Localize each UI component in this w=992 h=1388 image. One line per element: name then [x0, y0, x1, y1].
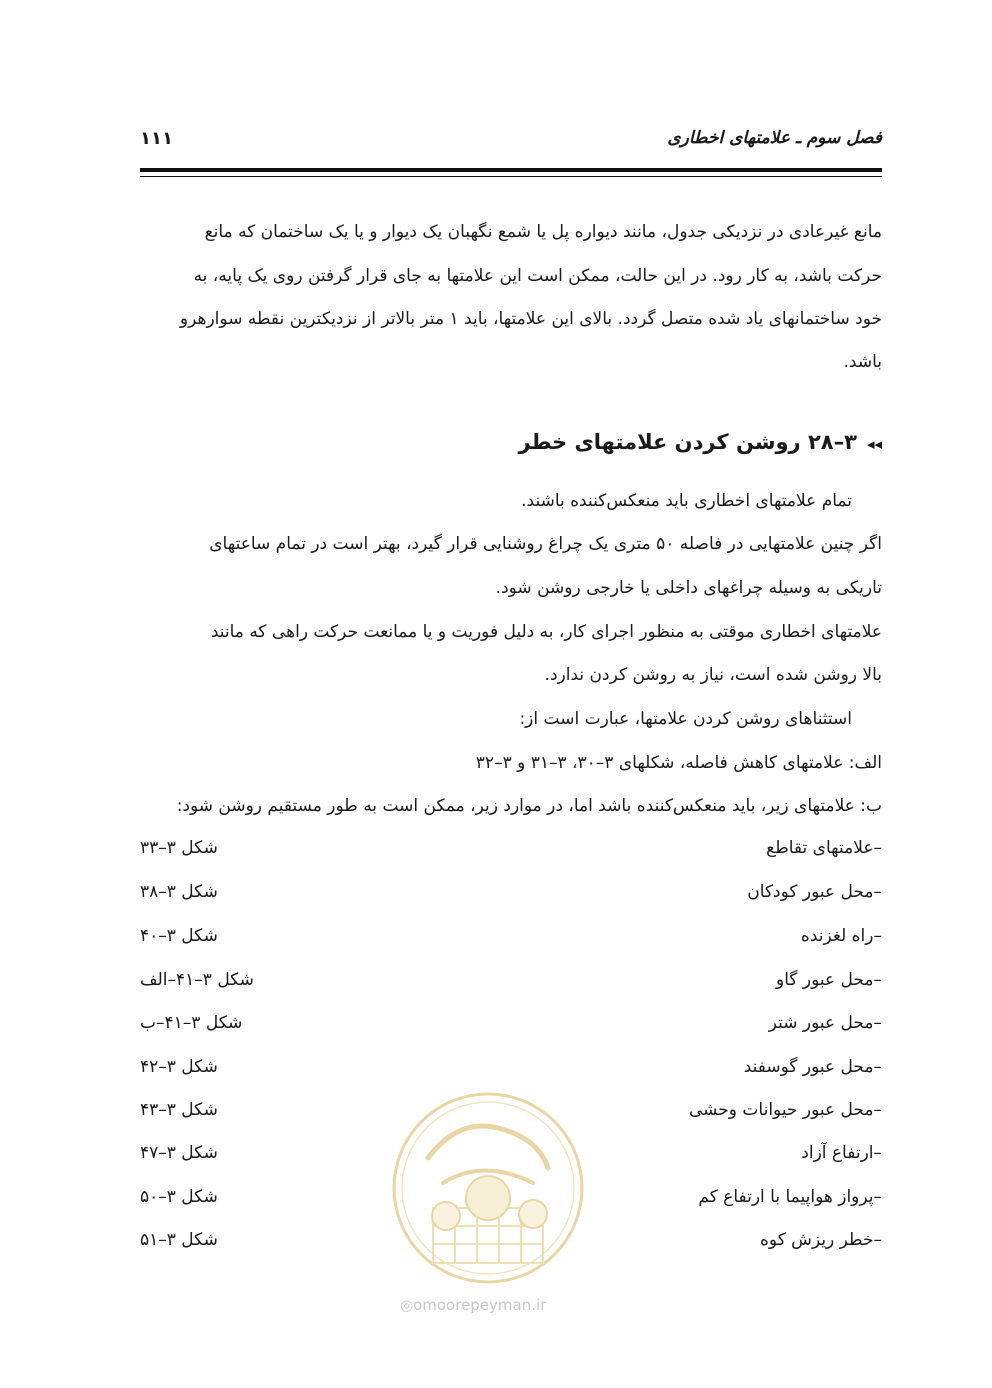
- list-item-ref: شکل ۳–۴۰: [140, 926, 218, 946]
- chapter-title: فصل سوم ـ علامتهای اخطاری: [667, 128, 882, 148]
- body-line-2: اگر چنین علامتهایی در فاصله ۵۰ متری یک چراغ روشنایی قرار گیرد، بهتر است در تمام ساعتهای: [209, 534, 882, 554]
- section-heading: [519, 430, 882, 454]
- body-line-3: تاریکی به وسیله چراغهای داخلی یا خارجی روشن شود.: [495, 578, 882, 598]
- header-rule-thick: [140, 168, 882, 172]
- double-arrow-icon: ◂◂: [866, 435, 882, 453]
- list-item-ref: شکل ۳–۵۱: [140, 1230, 218, 1250]
- body-line-4: علامتهای اخطاری موقتی به منظور اجرای کار، به دلیل فوریت و یا ممانعت حرکت راهی که مانند: [210, 622, 882, 642]
- page-number: ۱۱۱: [140, 128, 173, 149]
- list-item-ref: شکل ۳–۴۱–ب: [140, 1013, 243, 1033]
- list-item: –محل عبور حیوانات وحشی: [688, 1100, 882, 1120]
- body-line-5: بالا روشن شده است، نیاز به روشن کردن ندارد.: [544, 665, 882, 685]
- list-item-ref: شکل ۳–۳۸: [140, 882, 218, 902]
- list-item: –محل عبور گاو: [775, 970, 882, 990]
- intro-line-2: حرکت باشد، به کار رود. در این حالت، ممکن است این علامتها به جای قرار گرفتن روی یک پایه، به: [193, 266, 882, 286]
- intro-line-3: خود ساختمانهای یاد شده متصل گردد. بالای این علامتها، باید ۱ متر بالاتر از نزدیکترین نقطه سوارهرو: [179, 309, 882, 329]
- list-item: –پرواز هواپیما با ارتفاع کم: [698, 1187, 882, 1207]
- section-title: ۳–۲۸ روشن کردن علامتهای خطر: [518, 430, 857, 454]
- list-item: –ارتفاع آزاد: [801, 1143, 882, 1163]
- list-item-ref: شکل ۳–۵۰: [140, 1187, 218, 1207]
- body-line-6: استثناهای روشن کردن علامتها، عبارت است از:: [519, 709, 852, 729]
- body-line-1: تمام علامتهای اخطاری باید منعکس‌کننده باشند.: [521, 491, 852, 511]
- list-item-ref: شکل ۳–۳۳: [140, 838, 218, 858]
- list-item-ref: شکل ۳–۴۳: [140, 1100, 218, 1120]
- list-item: –راه لغزنده: [800, 926, 882, 946]
- list-item: –محل عبور کودکان: [747, 882, 882, 902]
- body-line-7: الف: علامتهای کاهش فاصله، شکلهای ۳–۳۰، ۳–۳۱ و ۳–۳۲: [475, 753, 882, 773]
- list-item-ref: شکل ۳–۴۱–الف: [140, 970, 254, 990]
- list-item: –خطر ریزش کوه: [760, 1230, 882, 1250]
- watermark-logo-icon: [388, 1088, 588, 1288]
- intro-line-4: باشد.: [843, 352, 882, 372]
- watermark-url: ◎omoorepeyman.ir: [400, 1296, 547, 1314]
- list-item: –علامتهای تقاطع: [766, 838, 882, 858]
- list-item: –محل عبور شتر: [768, 1013, 882, 1033]
- list-item-ref: شکل ۳–۴۲: [140, 1057, 218, 1077]
- list-item-ref: شکل ۳–۴۷: [140, 1143, 218, 1163]
- header-rule-thin: [140, 176, 882, 177]
- intro-line-1: مانع غیرعادی در نزدیکی جدول، مانند دیواره پل یا شمع نگهبان یک دیوار و یا یک ساختمان که مانع: [204, 222, 882, 242]
- list-item: –محل عبور گوسفند: [743, 1057, 882, 1077]
- body-line-8: ب: علامتهای زیر، باید منعکس‌کننده باشد اما، در موارد زیر، ممکن است به طور مستقیم روشن شود:: [176, 796, 882, 816]
